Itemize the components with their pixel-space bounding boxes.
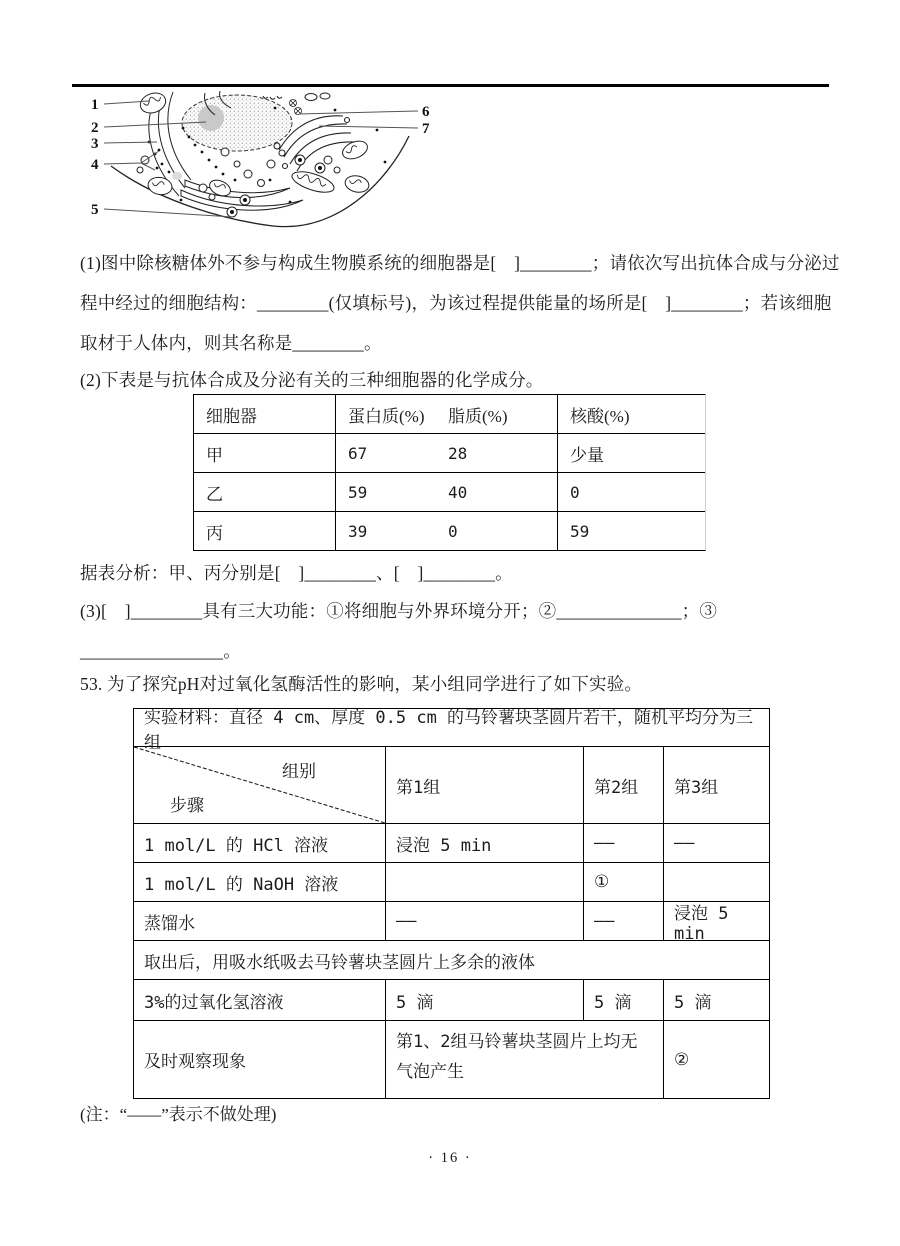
h2o2-label: 3%的过氧化氢溶液	[134, 980, 386, 1020]
diagram-label-4: 4	[91, 157, 99, 173]
centriole	[290, 100, 302, 115]
nucleus	[182, 95, 292, 151]
diagram-label-2: 2	[91, 120, 99, 136]
hcl-g2: ——	[584, 824, 664, 862]
corner-label-group: 组别	[282, 762, 316, 782]
water-g3: 浸泡 5 min	[674, 903, 729, 944]
cell-yi: 乙	[194, 473, 336, 511]
naoh-g3	[664, 863, 769, 901]
diagram-label-1: 1	[91, 97, 99, 113]
water-label: 蒸馏水	[134, 902, 386, 940]
organelle-table-header	[194, 395, 705, 434]
table-row-bing	[194, 512, 705, 550]
experiment-table	[133, 708, 770, 1099]
hcl-g3: ——	[674, 833, 695, 853]
q53-intro: 53. 为了探究pH对过氧化氢酶活性的影响，某小组同学进行了如下实验。	[80, 674, 643, 694]
header-organelle: 细胞器	[194, 395, 336, 433]
group2-header: 第2组	[584, 747, 664, 823]
naoh-g1	[386, 863, 584, 901]
observe-row	[134, 1021, 769, 1098]
experiment-header-row	[134, 747, 769, 824]
header-protein-lipid	[336, 395, 558, 433]
hcl-row	[134, 824, 769, 863]
hcl-g1: 浸泡 5 min	[386, 824, 584, 862]
q52-part3-line2: ________________。	[80, 641, 241, 661]
page-number: · 16 ·	[428, 1150, 472, 1166]
cell-bing-values	[336, 512, 558, 550]
h2o2-g2: 5 滴	[584, 980, 664, 1020]
observe-g3: ②	[674, 1049, 690, 1070]
cell-bing: 丙	[194, 512, 336, 550]
naoh-label: 1 mol/L 的 NaOH 溶液	[134, 863, 386, 901]
cell-jia: 甲	[194, 434, 336, 472]
table-row-jia	[194, 434, 705, 473]
h2o2-g3: 5 滴	[674, 992, 712, 1013]
cell-jia-values	[336, 434, 558, 472]
cell-bing-protein: 39	[348, 521, 368, 541]
header-rule	[72, 84, 829, 87]
organelle-table	[193, 394, 706, 551]
h2o2-g1: 5 滴	[386, 980, 584, 1020]
corner-cell	[134, 747, 386, 823]
q52-part1-line1: (1)图中除核糖体外不参与构成生物膜系统的细胞器是[ ]________；请依次写出抗体合成与分泌过	[80, 253, 840, 273]
cell-bing-lipid: 0	[448, 521, 458, 541]
q52-part1-line2: 程中经过的细胞结构：________(仅填标号)，为该过程提供能量的场所是[ ]________；若该细胞	[80, 293, 832, 313]
observe-merged: 第1、2组马铃薯块茎圆片上均无气泡产生	[386, 1021, 664, 1098]
h2o2-row	[134, 980, 769, 1021]
header-nucleic-acid: 核酸(%)	[570, 406, 630, 426]
cell-yi-nucleic: 0	[570, 482, 580, 502]
q52-part2-intro: (2)下表是与抗体合成及分泌有关的三种细胞器的化学成分。	[80, 370, 544, 390]
water-row	[134, 902, 769, 944]
diagram-label-6: 6	[422, 104, 430, 120]
cell-jia-protein: 67	[348, 443, 368, 463]
materials-text: 实验材料：直径 4 cm、厚度 0.5 cm 的马铃薯块茎圆片若干，随机平均分为三组	[144, 707, 754, 753]
blot-text: 取出后，用吸水纸吸去马铃薯块茎圆片上多余的液体	[144, 952, 535, 973]
hcl-label: 1 mol/L 的 HCl 溶液	[134, 824, 386, 862]
cell-diagram	[85, 90, 445, 242]
blot-row	[134, 941, 769, 980]
water-g1: ——	[386, 902, 584, 940]
diagram-label-5: 5	[91, 202, 99, 218]
cell-jia-lipid: 28	[448, 443, 468, 463]
group1-header: 第1组	[386, 747, 584, 823]
top-vesicles	[263, 93, 330, 101]
nucleolus	[198, 105, 224, 131]
corner-label-step: 步骤	[170, 796, 204, 816]
group3-header: 第3组	[674, 777, 719, 798]
header-lipid: 脂质(%)	[448, 406, 508, 426]
observe-label: 及时观察现象	[134, 1021, 386, 1098]
cell-jia-nucleic: 少量	[570, 445, 604, 465]
diagram-label-3: 3	[91, 136, 99, 152]
table-note: (注：“——”表示不做处理)	[80, 1105, 277, 1124]
q52-part1-line3: 取材于人体内，则其名称是________。	[80, 333, 382, 353]
materials-row	[134, 707, 769, 753]
cell-yi-lipid: 40	[448, 482, 468, 502]
cell-yi-values	[336, 473, 558, 511]
diagram-label-7: 7	[422, 121, 430, 137]
naoh-row	[134, 863, 769, 902]
cell-yi-protein: 59	[348, 482, 368, 502]
table-row-yi	[194, 473, 705, 512]
header-protein: 蛋白质(%)	[348, 406, 425, 426]
q52-analysis: 据表分析：甲、丙分别是[ ]________、[ ]________。	[80, 563, 513, 583]
naoh-g2: ①	[584, 863, 664, 901]
q52-part3-line1: (3)[ ]________具有三大功能：①将细胞与外界环境分开；②______________；③	[80, 601, 718, 621]
cell-bing-nucleic: 59	[570, 521, 590, 541]
water-g2: ——	[584, 902, 664, 940]
